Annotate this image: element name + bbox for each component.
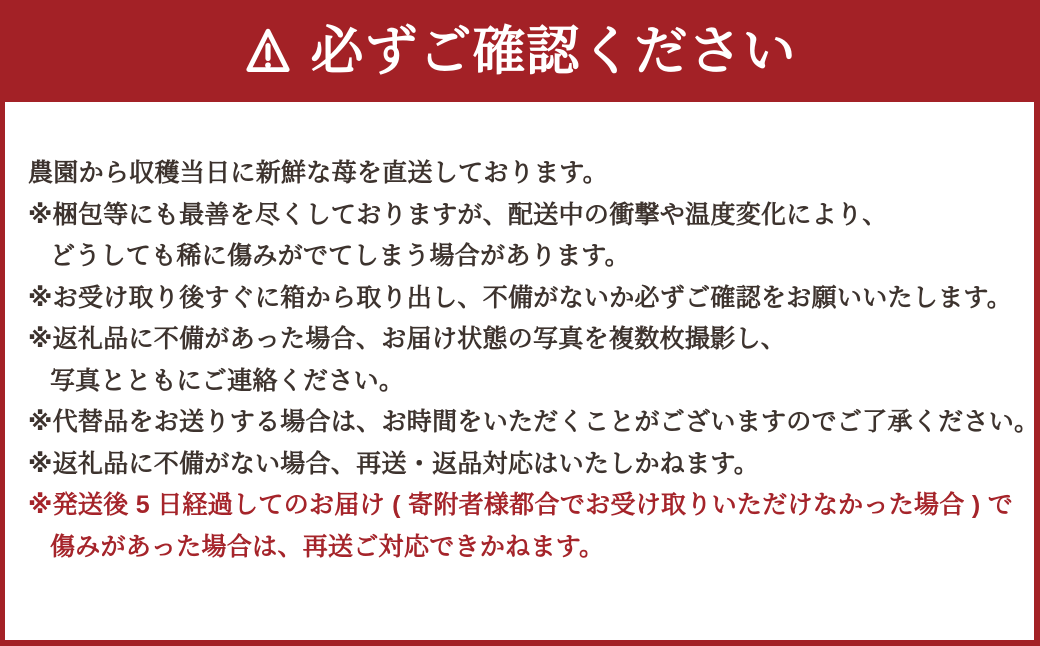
notice-line: ※代替品をお送りする場合は、お時間をいただくことがございますのでご了承ください。 (28, 408, 1040, 436)
notice-line: ※返礼品に不備がない場合、再送・返品対応はいたしかねます。 (28, 449, 760, 478)
notice-line: 傷みがあった場合は、再送ご対応できかねます。 (50, 532, 605, 561)
notice-line: どうしても稀に傷みがでてしまう場合があります。 (50, 242, 630, 270)
warning-triangle-icon (244, 22, 292, 80)
notice-line: ※梱包等にも最善を尽くしておりますが、配送中の衝撃や温度変化により、 (28, 200, 888, 229)
page-title: 必ずご確認ください (310, 21, 797, 81)
notice-line: 写真とともにご連絡ください。 (50, 366, 405, 395)
notice-line: ※返礼品に不備があった場合、お届け状態の写真を複数枚撮影し、 (28, 325, 787, 353)
notice-line: ※お受け取り後すぐに箱から取り出し、不備がないか必ずご確認をお願いいたします。 (28, 283, 1013, 312)
notice-line: 農園から収穫当日に新鮮な苺を直送しております。 (28, 159, 608, 187)
notice-line: ※発送後 5 日経過してのお届け ( 寄附者様都合でお受け取りいただけなかった場合 ) で (28, 491, 1014, 519)
notice-header (0, 0, 1040, 102)
notice-body (5, 102, 1040, 640)
